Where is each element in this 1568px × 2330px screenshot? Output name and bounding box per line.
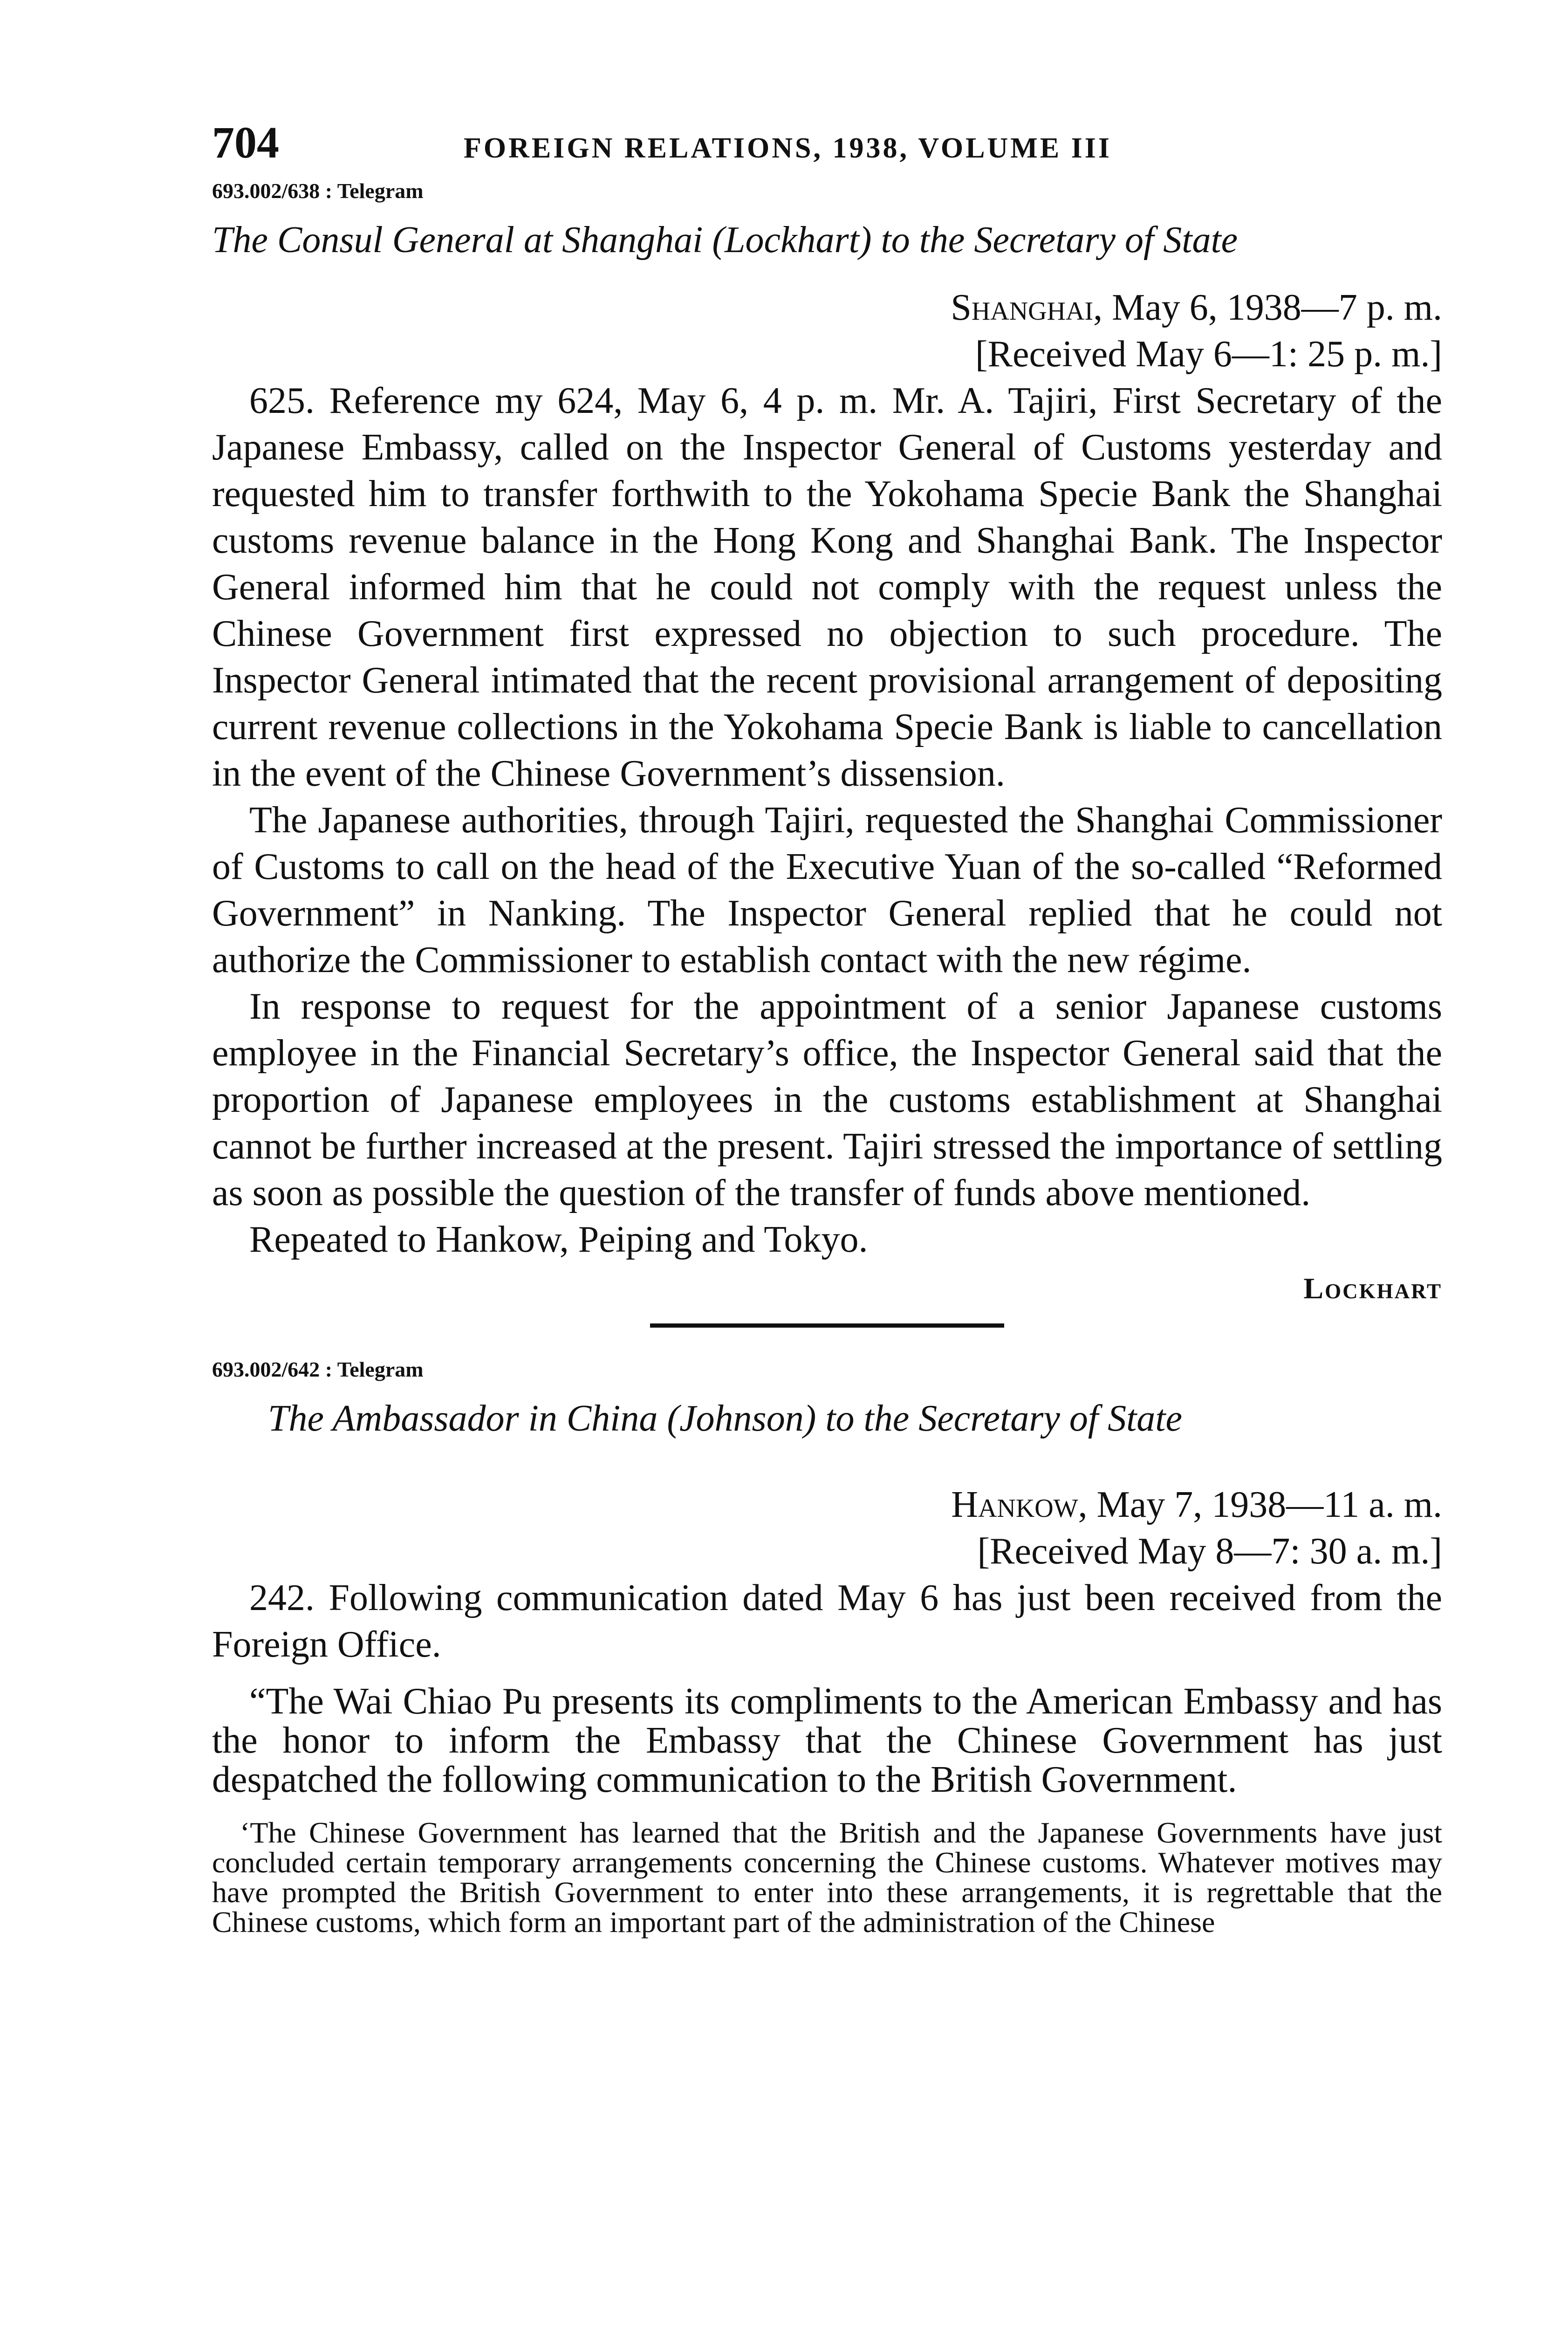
document-title: The Consul General at Shanghai (Lockhart) to the Secretary of State bbox=[212, 219, 1238, 260]
body-paragraph: 242. Following communication dated May 6 has just been received from the Foreign Office. bbox=[212, 1577, 1442, 1665]
quoted-communication: “The Wai Chiao Pu presents its compliments to the American Embassy and has the honor to inform the Embassy that the Chinese Government has just despatched the following communication to the British Government. bbox=[212, 1681, 1442, 1800]
running-title: FOREIGN RELATIONS, 1938, VOLUME III bbox=[464, 132, 1112, 164]
page-number: 704 bbox=[212, 117, 279, 167]
document-title: The Ambassador in China (Johnson) to the Secretary of State bbox=[268, 1398, 1183, 1439]
dateline bbox=[212, 284, 1442, 331]
body-paragraph: The Japanese authorities, through Tajiri, requested the Shanghai Commissioner of Customs to call on the head of the Executive Yuan of the so-called “Reformed Government” in Nanking. The Inspector General replied that he could not authorize the Commissioner to establish contact with the new régime. bbox=[212, 800, 1442, 980]
file-reference: 693.002/638 : Telegram bbox=[212, 179, 424, 203]
dateline-date: May 7, 1938—11 a. m. bbox=[1087, 1484, 1442, 1525]
dateline-place: Hankow, bbox=[951, 1484, 1088, 1525]
dateline-date: May 6, 1938—7 p. m. bbox=[1102, 287, 1442, 328]
quoted-note: ‘The Chinese Government has learned that the British and the Japanese Governments have just concluded certain temporary arrangements concerning the Chinese customs. Whatever motives may have prompted the British Government to enter into these arrangements, it is regrettable that the Chinese customs, which form an important part of the administration of the Chinese bbox=[212, 1816, 1442, 1939]
received-line: [Received May 8—7: 30 a. m.] bbox=[977, 1531, 1442, 1572]
signature: Lockhart bbox=[1303, 1272, 1442, 1305]
body-paragraph: In response to request for the appointment of a senior Japanese customs employee in the Financial Secretary’s office, the Inspector General said that the proportion of Japanese employees in the customs establishment at Shanghai cannot be further increased at the present. Tajiri stressed the importance of settling as soon as possible the question of the transfer of funds above mentioned. bbox=[212, 986, 1442, 1213]
document-page bbox=[212, 116, 1442, 1937]
body-paragraph: 625. Reference my 624, May 6, 4 p. m. Mr. A. Tajiri, First Secretary of the Japanese Embassy, called on the Inspector General of Customs yesterday and requested him to transfer forthwith to the Yokohama Specie Bank the Shanghai customs revenue balance in the Hong Kong and Shanghai Bank. The Inspector General informed him that he could not comply with the request unless the Chinese Government first expressed no objection to such procedure. The Inspector General intimated that the recent provisional arrangement of depositing current revenue collections in the Yokohama Specie Bank is liable to cancellation in the event of the Chinese Government’s dissension. bbox=[212, 380, 1442, 794]
dateline bbox=[212, 1481, 1442, 1528]
received-line: [Received May 6—1: 25 p. m.] bbox=[975, 334, 1442, 375]
section-divider bbox=[650, 1323, 1004, 1328]
file-reference: 693.002/642 : Telegram bbox=[212, 1357, 424, 1381]
body-paragraph: Repeated to Hankow, Peiping and Tokyo. bbox=[249, 1219, 868, 1260]
running-head bbox=[212, 116, 1442, 172]
dateline-place: Shanghai, bbox=[951, 287, 1103, 328]
